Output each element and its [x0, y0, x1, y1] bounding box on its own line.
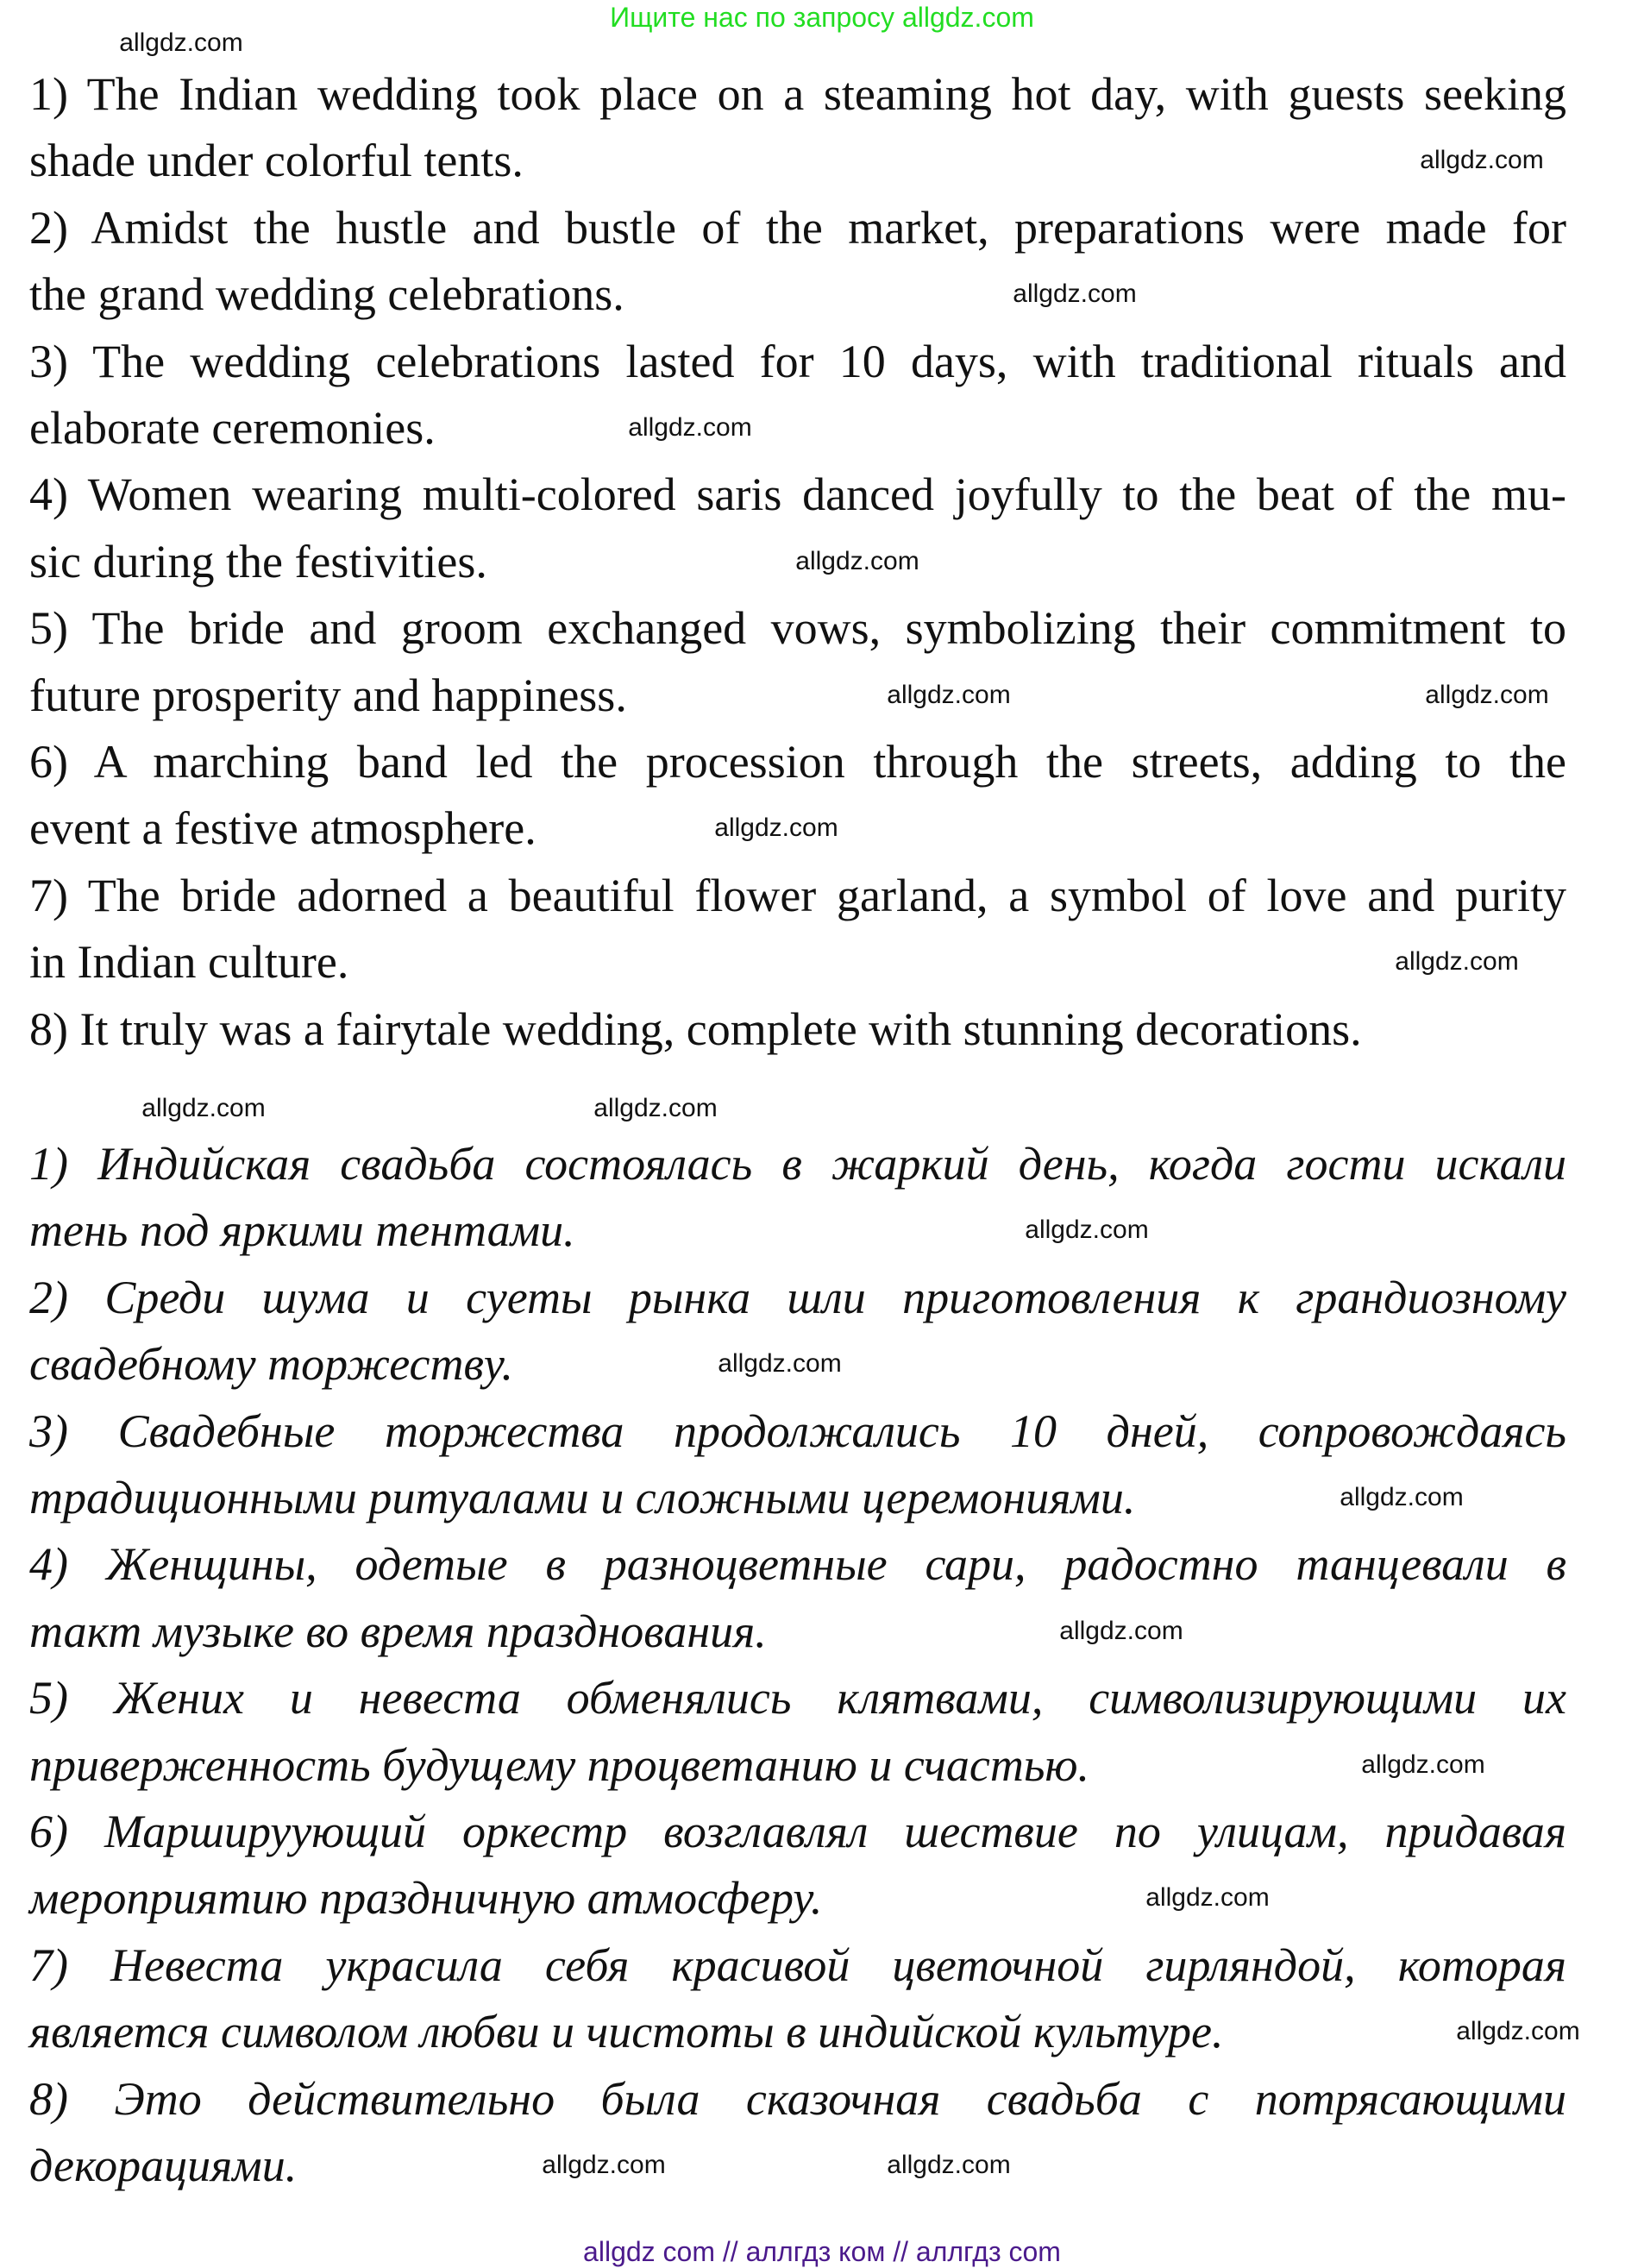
text-line: 3) Свадебные торжества продолжались 10 дней, сопровождаясь [29, 1404, 1566, 1457]
text-line: свадебному торжеству. [29, 1338, 513, 1391]
text-line: 3) The wedding celebrations lasted for 10 days, with traditional rituals and [29, 335, 1566, 387]
text-line: мероприятию праздничную атмосферу. [29, 1872, 823, 1925]
watermark: allgdz.com [1013, 280, 1137, 309]
text-line: shade under colorful tents. [29, 135, 524, 187]
watermark: allgdz.com [1145, 1883, 1270, 1913]
watermark: allgdz.com [1456, 2017, 1580, 2046]
text-line: the grand wedding celebrations. [29, 268, 624, 321]
search-banner: Ищите нас по запросу allgdz.com [610, 2, 1034, 33]
text-line: 1) Индийская свадьба состоялась в жаркий день, когда гости искали [29, 1138, 1566, 1190]
watermark: allgdz.com [119, 28, 243, 57]
text-line: 8) It truly was a fairytale wedding, complete with stunning decorations. [29, 1002, 1362, 1055]
watermark: allgdz.com [887, 680, 1011, 709]
text-line: 6) Маршируующий оркестр возглавлял шествие по улицам, придавая [29, 1806, 1566, 1857]
watermark: allgdz.com [795, 546, 919, 575]
text-line: event a festive atmosphere. [29, 802, 536, 855]
text-line: 7) Невеста украсила себя красивой цветочной гирляндой, которая [29, 1938, 1566, 1991]
watermark: allgdz.com [1059, 1616, 1183, 1645]
watermark: allgdz.com [1340, 1483, 1464, 1511]
watermark: allgdz.com [628, 413, 752, 442]
watermark: allgdz.com [1025, 1216, 1149, 1245]
text-line: 8) Это действительно была сказочная свадьба с потрясающими [29, 2072, 1566, 2125]
footer-links: allgdz com // аллгдз ком // аллгдз com [583, 2236, 1061, 2267]
watermark: allgdz.com [141, 1094, 266, 1122]
watermark: allgdz.com [1361, 1750, 1485, 1779]
watermark: allgdz.com [718, 1349, 842, 1379]
text-line: in Indian culture. [29, 936, 349, 989]
text-line: 4) Женщины, одетые в разноцветные сари, радостно танцевали в [29, 1538, 1566, 1591]
text-line: 7) The bride adorned a beautiful flower garland, a symbol of love and purity [29, 869, 1566, 921]
text-line: 5) The bride and groom exchanged vows, symbolizing their commitment to [29, 602, 1566, 655]
text-line: elaborate ceremonies. [29, 402, 436, 454]
text-line: 2) Среди шума и суеты рынка шли приготовления к грандиозному [29, 1271, 1566, 1323]
text-line: 1) The Indian wedding took place on a steaming hot day, with guests seeking [29, 68, 1566, 120]
text-line: традиционными ритуалами и сложными церемониями. [29, 1472, 1136, 1524]
text-line: является символом любви и чистоты в индийской культуре. [29, 2006, 1224, 2058]
watermark: allgdz.com [1425, 680, 1549, 709]
watermark: allgdz.com [1420, 146, 1544, 175]
text-line: тень под яркими тентами. [29, 1204, 575, 1257]
watermark: allgdz.com [542, 2151, 666, 2179]
text-line: декорациями. [29, 2139, 298, 2191]
text-line: sic during the festivities. [29, 535, 487, 587]
text-line: 4) Women wearing multi-colored saris danced joyfully to the beat of the mu- [29, 468, 1566, 521]
text-line: приверженность будущему процветанию и счастью. [29, 1738, 1090, 1791]
text-line: 2) Amidst the hustle and bustle of the market, preparations were made for [29, 201, 1566, 254]
watermark: allgdz.com [887, 2151, 1011, 2179]
watermark: allgdz.com [1395, 947, 1519, 977]
watermark: allgdz.com [714, 814, 838, 843]
text-line: 6) A marching band led the procession through the streets, adding to the [29, 736, 1566, 788]
watermark: allgdz.com [593, 1094, 718, 1122]
text-line: такт музыке во время празднования. [29, 1605, 767, 1657]
text-line: future prosperity and happiness. [29, 669, 627, 721]
text-line: 5) Жених и невеста обменялись клятвами, символизирующими их [29, 1672, 1566, 1725]
